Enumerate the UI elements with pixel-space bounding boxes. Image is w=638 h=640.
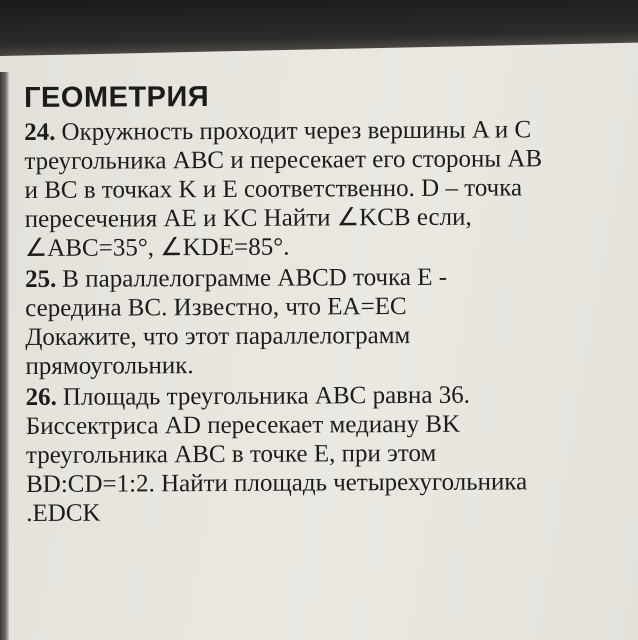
problem-text: .EDCK xyxy=(26,499,101,527)
problem-text: Биссектриса AD пересекает медиану BK xyxy=(25,410,461,440)
problem-text: Докажите, что этот параллелограмм xyxy=(25,321,411,351)
problem-text: ∠ABC=35°, ∠KDE=85°. xyxy=(24,233,290,262)
problem-number: 25. xyxy=(24,265,57,293)
problem-text: прямоугольник. xyxy=(25,352,194,380)
problem-24 xyxy=(24,115,638,263)
problem-line xyxy=(25,262,638,294)
problem-26 xyxy=(26,380,638,528)
problem-number: 26. xyxy=(25,383,57,411)
problem-text: треугольника ABC в точке E, при этом xyxy=(25,439,437,469)
problem-text: BD:CD=1:2. Найти площадь четырехугольника xyxy=(26,468,528,498)
background-shadow xyxy=(0,0,638,56)
document-content xyxy=(24,81,638,530)
problem-text: Площадь треугольника ABC равна 36. xyxy=(62,381,470,411)
problem-line xyxy=(26,380,638,412)
problem-number: 24. xyxy=(24,118,56,146)
section-heading: ГЕОМЕТРИЯ xyxy=(23,81,210,114)
problem-text: Окружность проходит через вершины A и C xyxy=(61,116,532,146)
problem-text: В параллелограмме ABCD точка E - xyxy=(62,263,448,293)
problem-text: и BC в точках K и E соответственно. D – точка xyxy=(24,174,523,204)
problem-line xyxy=(24,115,638,147)
problem-text: пересечения AE и KC Найти ∠KCB если, xyxy=(24,203,472,233)
page-edge xyxy=(0,72,9,640)
problem-25 xyxy=(25,262,638,381)
problem-text: середина BC. Известно, что EA=EC xyxy=(25,292,407,322)
problem-text: треугольника ABC и пересекает его стороны AB xyxy=(24,145,543,175)
